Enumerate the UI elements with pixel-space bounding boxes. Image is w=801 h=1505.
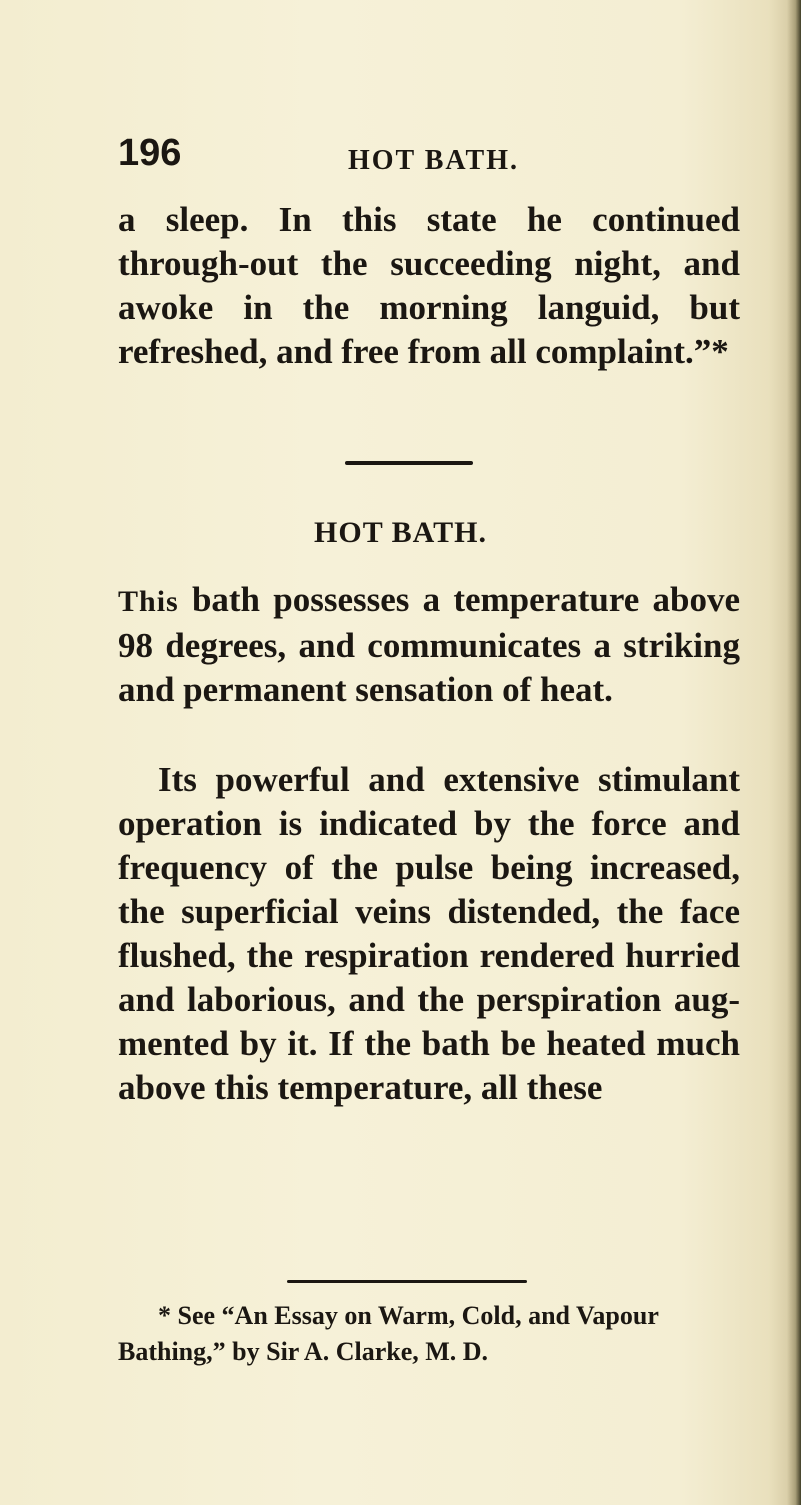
footnote: * See “An Essay on Warm, Cold, and Vapour Bathing,” by Sir A. Clarke, M. D.	[118, 1301, 659, 1366]
page-number: 196	[118, 132, 182, 174]
page-header	[118, 132, 738, 182]
section-title: HOT BATH.	[314, 516, 487, 549]
section-divider	[345, 461, 473, 465]
page-edge-shadow	[787, 0, 801, 1505]
running-head: HOT BATH.	[348, 145, 520, 176]
paragraph-effects: Its powerful and extensive stimulant operation is indicated by the force and frequency of the pulse being increased, the superficial veins distended, the face flushed, the respiration rendered hurried and laborious, and the perspiration aug-mented by it. If the bath be heated much above this temperature, all these	[118, 760, 740, 1107]
paragraph-lead-word: This	[118, 585, 179, 618]
footnote-divider	[287, 1280, 527, 1283]
paragraph-intro	[118, 578, 740, 712]
paragraph-intro-text: bath possesses a temperature above 98 degrees, and communicates a striking and permanent sensation of heat.	[118, 580, 740, 709]
paragraph-continuation: a sleep. In this state he continued through-out the succeeding night, and awoke in the morning languid, but refreshed, and free from all complaint.”*	[118, 200, 740, 371]
